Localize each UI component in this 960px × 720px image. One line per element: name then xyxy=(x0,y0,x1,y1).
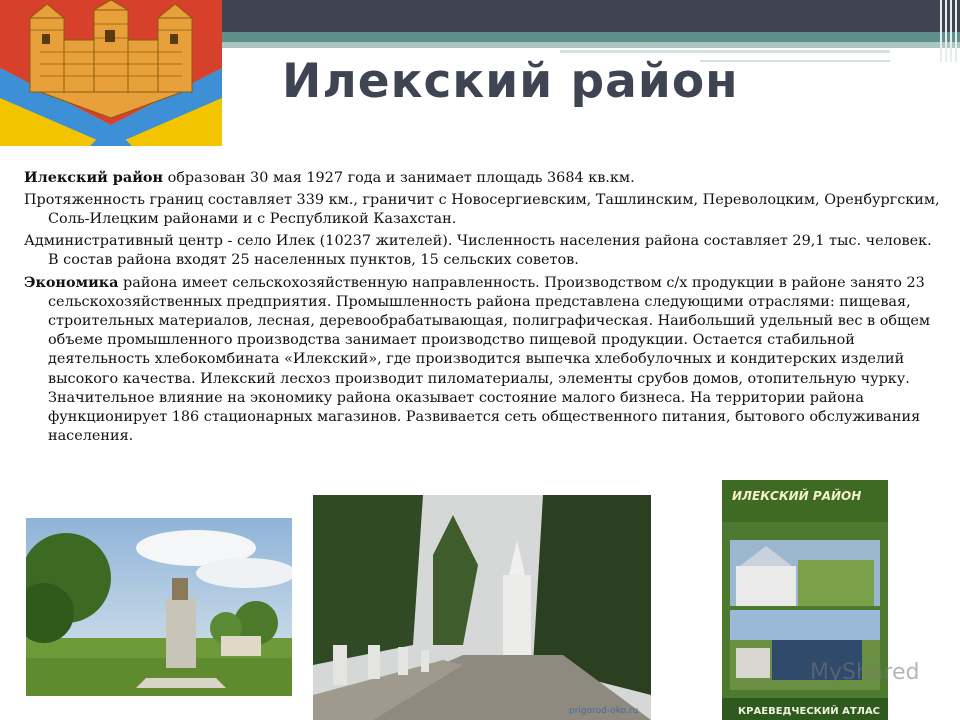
economy-text: района имеет сельскохозяйственную направленность. Производством с/х продукции в районе занято 23 сельскохозяйственных предприятия. Промышленность района представлена следующими отраслями: пищевая, строительных материалов, лесная, деревообрабатывающая, полиграфическая. Наибольший удельный вес в общем объеме промышленного производства занимает производство пищевой продукции. Остается стабильной деятельность хлебокомбината «Илекский», где производится выпечка хлебобулочных и кондитерских изделий высокого качества. Илекский лесхоз производит пиломатериалы, элементы срубов домов, отопительную чурку. Значительное влияние на экономику района оказывает состояние малого бизнеса. На территории района функционирует 186 стационарных магазинов. Развивается сеть общественного питания, бытового обслуживания населения. xyxy=(48,274,931,445)
slide-title: Илекский район xyxy=(282,54,739,109)
header-bar-teal xyxy=(222,32,960,42)
paragraph-economy xyxy=(24,273,940,447)
intro-bold: Илекский район xyxy=(24,169,163,186)
fortress-coat-of-arms-icon xyxy=(0,0,222,146)
watermark: MyShared xyxy=(810,660,920,685)
book-subtitle: КРАЕВЕДЧЕСКИЙ АТЛАС xyxy=(738,706,881,717)
intro-text: образован 30 мая 1927 года и занимает площадь 3684 кв.км. xyxy=(163,170,635,186)
paragraph-borders xyxy=(24,191,940,229)
slide-body xyxy=(24,168,940,446)
center-text: Административный центр - село Илек (10237 жителей). Численность населения района составляет 29,1 тыс. человек. В состав района входят 25 населенных пунктов, 15 сельских советов. xyxy=(24,232,932,268)
borders-text: Протяженность границ составляет 339 км., граничит с Новосергиевским, Ташлинским, Переволоцким, Оренбургским, Соль-Илецким районами и с Республикой Казахстан. xyxy=(24,191,940,227)
economy-bold: Экономика xyxy=(24,273,119,291)
paragraph-center xyxy=(24,232,940,270)
corner-decoration xyxy=(936,0,960,62)
header-bar-dark xyxy=(222,0,960,32)
memorial-alley-photo xyxy=(313,495,651,720)
monument-photo xyxy=(26,518,292,696)
header-bar-light xyxy=(222,42,960,48)
photo-caption: prigorod-oko.ru xyxy=(569,706,639,716)
header-line xyxy=(560,50,890,53)
book-title: ИЛЕКСКИЙ РАЙОН xyxy=(732,489,862,503)
paragraph-intro xyxy=(24,168,940,188)
